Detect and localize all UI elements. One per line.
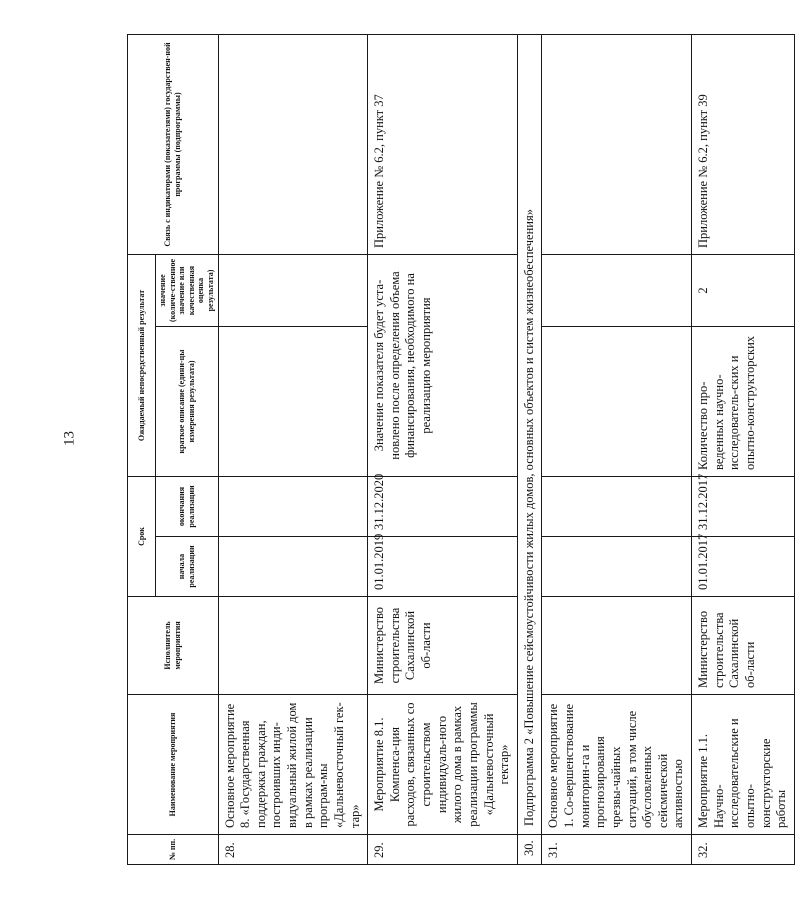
header-name: Наименование мероприятия — [128, 695, 219, 835]
measures-table — [127, 34, 795, 865]
row-number: 30. — [517, 835, 542, 865]
row-number: 29. — [368, 835, 518, 865]
row-name: Мероприятие 1.1. Научно-исследовательские и опытно-конструкторские работы — [692, 695, 795, 835]
row-executor: Министерство строительства Сахалинской об-ласти — [368, 597, 518, 695]
row-value — [218, 255, 368, 327]
row-name: Мероприятие 8.1. Компенса-ция расходов, связанных со строительством индивидуаль-ного жилого дома в рамках реализации программы «Дальневосточный гектар» — [368, 695, 518, 835]
table-row — [218, 35, 368, 865]
row-desc — [542, 327, 692, 477]
table-row — [542, 35, 692, 865]
row-start — [542, 537, 692, 597]
row-end: 31.12.2020 — [368, 477, 518, 537]
row-link: Приложение № 6.2, пункт 37 — [368, 35, 518, 255]
row-value: 2 — [692, 255, 795, 327]
row-end — [218, 477, 368, 537]
row-start: 01.01.2017 — [692, 537, 795, 597]
header-result-desc: краткое описание (едини-цы измерения результата) — [156, 327, 219, 477]
row-executor — [218, 597, 368, 695]
header-result: Ожидаемый непосредственный результат — [128, 255, 156, 477]
header-term-end: окончания реализации — [156, 477, 219, 537]
header-link: Связь с индикаторами (показателями) государствен-ной программы (подпрограммы) — [128, 35, 219, 255]
table-row — [692, 35, 795, 865]
header-num: № пп. — [128, 835, 219, 865]
row-executor — [542, 597, 692, 695]
row-link: Приложение № 6.2, пункт 39 — [692, 35, 795, 255]
table-row-subprogram — [517, 35, 542, 865]
row-start — [218, 537, 368, 597]
header-result-value: значение (количе-ственное значение или качественная оценка результата) — [156, 255, 219, 327]
table-row — [368, 35, 518, 865]
row-number: 32. — [692, 835, 795, 865]
header-executor: Исполнитель мероприятия — [128, 597, 219, 695]
row-desc: Количество про-веденных научно-исследователь-ских и опытно-конструкторских — [692, 327, 795, 477]
header-term-start: начала реализации — [156, 537, 219, 597]
row-end: 31.12.2017 — [692, 477, 795, 537]
row-desc: Значение показателя будет уста-новлено после определения объема финансирования, необходимого на реализацию мероприятия — [368, 255, 518, 477]
rotated-table-page — [127, 35, 789, 865]
row-link — [218, 35, 368, 255]
row-end — [542, 477, 692, 537]
row-name: Основное мероприятие 8. «Государственная поддержка граждан, построивших инди-видуальный жилой дом в рамках реализации програм-мы «Дальневосточный гек-тар» — [218, 695, 368, 835]
subprogram-title: Подпрограмма 2 «Повышение сейсмоустойчивости жилых домов, основных объектов и систем жизнеобеспечения» — [517, 35, 542, 835]
row-desc — [218, 327, 368, 477]
row-number: 31. — [542, 835, 692, 865]
row-value — [542, 255, 692, 327]
row-start: 01.01.2019 — [368, 537, 518, 597]
row-executor: Министерство строительства Сахалинской об-ласти — [692, 597, 795, 695]
row-link — [542, 35, 692, 255]
header-term: Срок — [128, 477, 156, 597]
row-number: 28. — [218, 835, 368, 865]
page-number: 13 — [61, 431, 78, 446]
row-name: Основное мероприятие 1. Со-вершенствование мониторин-га и прогнозирования чрезвы-чайных ситуаций, в том числе обусловленных сейсмической активностью — [542, 695, 692, 835]
